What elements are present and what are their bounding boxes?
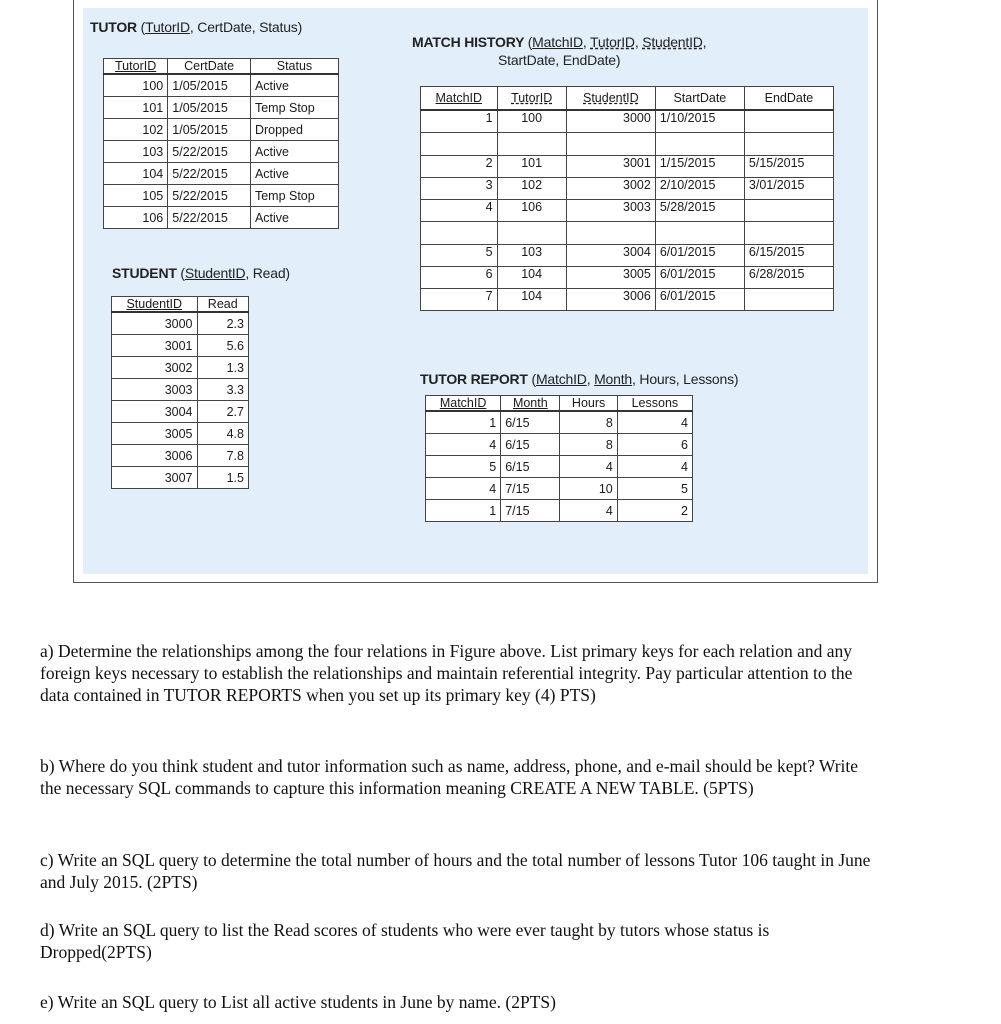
tutor-table (103, 58, 339, 229)
table-cell: 2.7 (197, 401, 249, 423)
table-cell: 1 (426, 500, 501, 522)
table-cell: 4 (426, 434, 501, 456)
table-cell: 104 (497, 289, 566, 311)
table-cell: 7/15 (501, 500, 560, 522)
tutor-report-table (425, 395, 693, 522)
question-d: d) Write an SQL query to list the Read scores of students who were ever taught by tutors whose status is Dropped(2PTS) (40, 920, 770, 962)
table-cell: 3000 (112, 312, 198, 335)
table-cell: 1/10/2015 (655, 110, 744, 133)
student-relation-title: STUDENT (StudentID, Read) (112, 265, 290, 281)
match-history-relation-title: MATCH HISTORY (MatchID, TutorID, StudentID, StartDate, EndDate) (412, 34, 707, 68)
column-header: Month (501, 396, 560, 412)
column-header: Lessons (617, 396, 692, 412)
column-header: MatchID (426, 396, 501, 412)
table-cell: 8 (560, 411, 617, 434)
table-cell: 3001 (566, 156, 655, 178)
table-cell: 1 (421, 110, 498, 133)
table-row (104, 185, 339, 207)
table-row (112, 401, 249, 423)
column-header: Read (197, 297, 249, 313)
table-cell: 1 (426, 411, 501, 434)
table-cell: 5.6 (197, 335, 249, 357)
table-cell: 3003 (112, 379, 198, 401)
table-cell: 2.3 (197, 312, 249, 335)
match-history-table (420, 86, 834, 311)
table-cell: 7 (421, 289, 498, 311)
table-cell: 3005 (566, 267, 655, 289)
table-row (426, 434, 693, 456)
table-cell: Active (250, 74, 338, 97)
table-cell: 106 (104, 207, 168, 229)
table-cell: 1/05/2015 (168, 119, 251, 141)
table-cell: 3006 (566, 289, 655, 311)
table-row (112, 357, 249, 379)
table-cell: 5 (617, 478, 692, 500)
table-row (421, 178, 834, 200)
table-cell: 3003 (566, 200, 655, 222)
table-cell: 5/22/2015 (168, 185, 251, 207)
table-cell: 5/15/2015 (744, 156, 833, 178)
table-row (421, 200, 834, 222)
table-cell: 103 (497, 245, 566, 267)
table-spacer-row (421, 222, 834, 245)
table-row (421, 156, 834, 178)
table-row (426, 478, 693, 500)
table-row (112, 335, 249, 357)
table-cell: 3002 (566, 178, 655, 200)
table-row (104, 207, 339, 229)
column-header: Hours (560, 396, 617, 412)
table-cell: 6 (617, 434, 692, 456)
table-cell: 1/15/2015 (655, 156, 744, 178)
table-cell: 5/22/2015 (168, 207, 251, 229)
table-cell: 6/15/2015 (744, 245, 833, 267)
column-header: TutorID (497, 87, 566, 111)
table-cell: 5/22/2015 (168, 163, 251, 185)
table-cell: 6/28/2015 (744, 267, 833, 289)
table-cell: 1/05/2015 (168, 97, 251, 119)
table-cell: 3005 (112, 423, 198, 445)
table-cell: 4 (426, 478, 501, 500)
table-cell: 103 (104, 141, 168, 163)
table-row (104, 97, 339, 119)
table-row (104, 119, 339, 141)
column-header: CertDate (168, 59, 251, 75)
table-cell: 6/15 (501, 456, 560, 478)
column-header: StudentID (112, 297, 198, 313)
table-cell: 106 (497, 200, 566, 222)
column-header: TutorID (104, 59, 168, 75)
table-row (421, 267, 834, 289)
table-cell: 3 (421, 178, 498, 200)
table-cell: 100 (497, 110, 566, 133)
table-cell (744, 289, 833, 311)
table-cell: 1/05/2015 (168, 74, 251, 97)
table-cell: 5/22/2015 (168, 141, 251, 163)
table-cell: 5/28/2015 (655, 200, 744, 222)
table-row (426, 411, 693, 434)
table-cell: Active (250, 207, 338, 229)
question-c: c) Write an SQL query to determine the total number of hours and the total number of lessons Tutor 106 taught in June and July 2015. (2PTS) (40, 850, 871, 892)
table-row (112, 312, 249, 335)
table-cell: 3004 (566, 245, 655, 267)
table-cell: 3000 (566, 110, 655, 133)
table-row (104, 141, 339, 163)
table-row (421, 289, 834, 311)
table-cell: 3004 (112, 401, 198, 423)
table-row (112, 379, 249, 401)
table-cell: 10 (560, 478, 617, 500)
column-header: Status (250, 59, 338, 75)
table-cell: 6/15 (501, 411, 560, 434)
table-cell: 4.8 (197, 423, 249, 445)
column-header: EndDate (744, 87, 833, 111)
table-cell: 102 (497, 178, 566, 200)
table-cell: 6/15 (501, 434, 560, 456)
table-cell: Temp Stop (250, 97, 338, 119)
table-cell: 8 (560, 434, 617, 456)
table-cell: 6/01/2015 (655, 267, 744, 289)
table-cell: 6 (421, 267, 498, 289)
table-cell: 3007 (112, 467, 198, 489)
table-cell: Active (250, 141, 338, 163)
column-header: MatchID (421, 87, 498, 111)
table-cell: 5 (426, 456, 501, 478)
table-cell (744, 200, 833, 222)
question-e: e) Write an SQL query to List all active students in June by name. (2PTS) (40, 992, 556, 1012)
table-cell: 4 (617, 411, 692, 434)
table-cell: 3.3 (197, 379, 249, 401)
table-row (112, 423, 249, 445)
table-cell: 101 (104, 97, 168, 119)
table-cell: 4 (421, 200, 498, 222)
tutor-relation-title: TUTOR (TutorID, CertDate, Status) (90, 19, 303, 35)
table-cell: 104 (104, 163, 168, 185)
table-cell: 6/01/2015 (655, 245, 744, 267)
table-row (421, 110, 834, 133)
table-cell: 105 (104, 185, 168, 207)
table-cell: 3002 (112, 357, 198, 379)
table-row (104, 163, 339, 185)
table-cell: 4 (617, 456, 692, 478)
table-cell (744, 110, 833, 133)
table-cell: 7.8 (197, 445, 249, 467)
table-cell: 1.5 (197, 467, 249, 489)
table-cell: 3001 (112, 335, 198, 357)
table-row (112, 467, 249, 489)
student-table (111, 296, 249, 489)
tutor-report-relation-title: TUTOR REPORT (MatchID, Month, Hours, Lessons) (420, 371, 739, 387)
table-cell: 102 (104, 119, 168, 141)
column-header: StudentID (566, 87, 655, 111)
table-row (112, 445, 249, 467)
table-cell: 4 (560, 456, 617, 478)
table-cell: 3006 (112, 445, 198, 467)
table-cell: 2 (421, 156, 498, 178)
table-cell: 2 (617, 500, 692, 522)
table-cell: 2/10/2015 (655, 178, 744, 200)
table-cell: Dropped (250, 119, 338, 141)
table-cell: 5 (421, 245, 498, 267)
table-cell: 104 (497, 267, 566, 289)
table-cell: 4 (560, 500, 617, 522)
table-cell: Temp Stop (250, 185, 338, 207)
column-header: StartDate (655, 87, 744, 111)
table-row (421, 245, 834, 267)
table-spacer-row (421, 133, 834, 156)
table-cell: 1.3 (197, 357, 249, 379)
table-cell: 100 (104, 74, 168, 97)
table-row (426, 500, 693, 522)
table-row (104, 74, 339, 97)
question-a: a) Determine the relationships among the four relations in Figure above. List primary keys for each relation and any foreign keys necessary to establish the relationships and maintain referential integrity. Pay particular attention to the data contained in TUTOR REPORTS when you set up its primary key (4) PTS) (40, 641, 853, 705)
table-cell: Active (250, 163, 338, 185)
table-cell: 3/01/2015 (744, 178, 833, 200)
question-b: b) Where do you think student and tutor information such as name, address, phone, and e-mail should be kept? Write the necessary SQL commands to capture this information meaning CREATE A NEW TABLE. (5PTS) (40, 756, 859, 798)
table-cell: 6/01/2015 (655, 289, 744, 311)
table-row (426, 456, 693, 478)
table-cell: 7/15 (501, 478, 560, 500)
table-cell: 101 (497, 156, 566, 178)
